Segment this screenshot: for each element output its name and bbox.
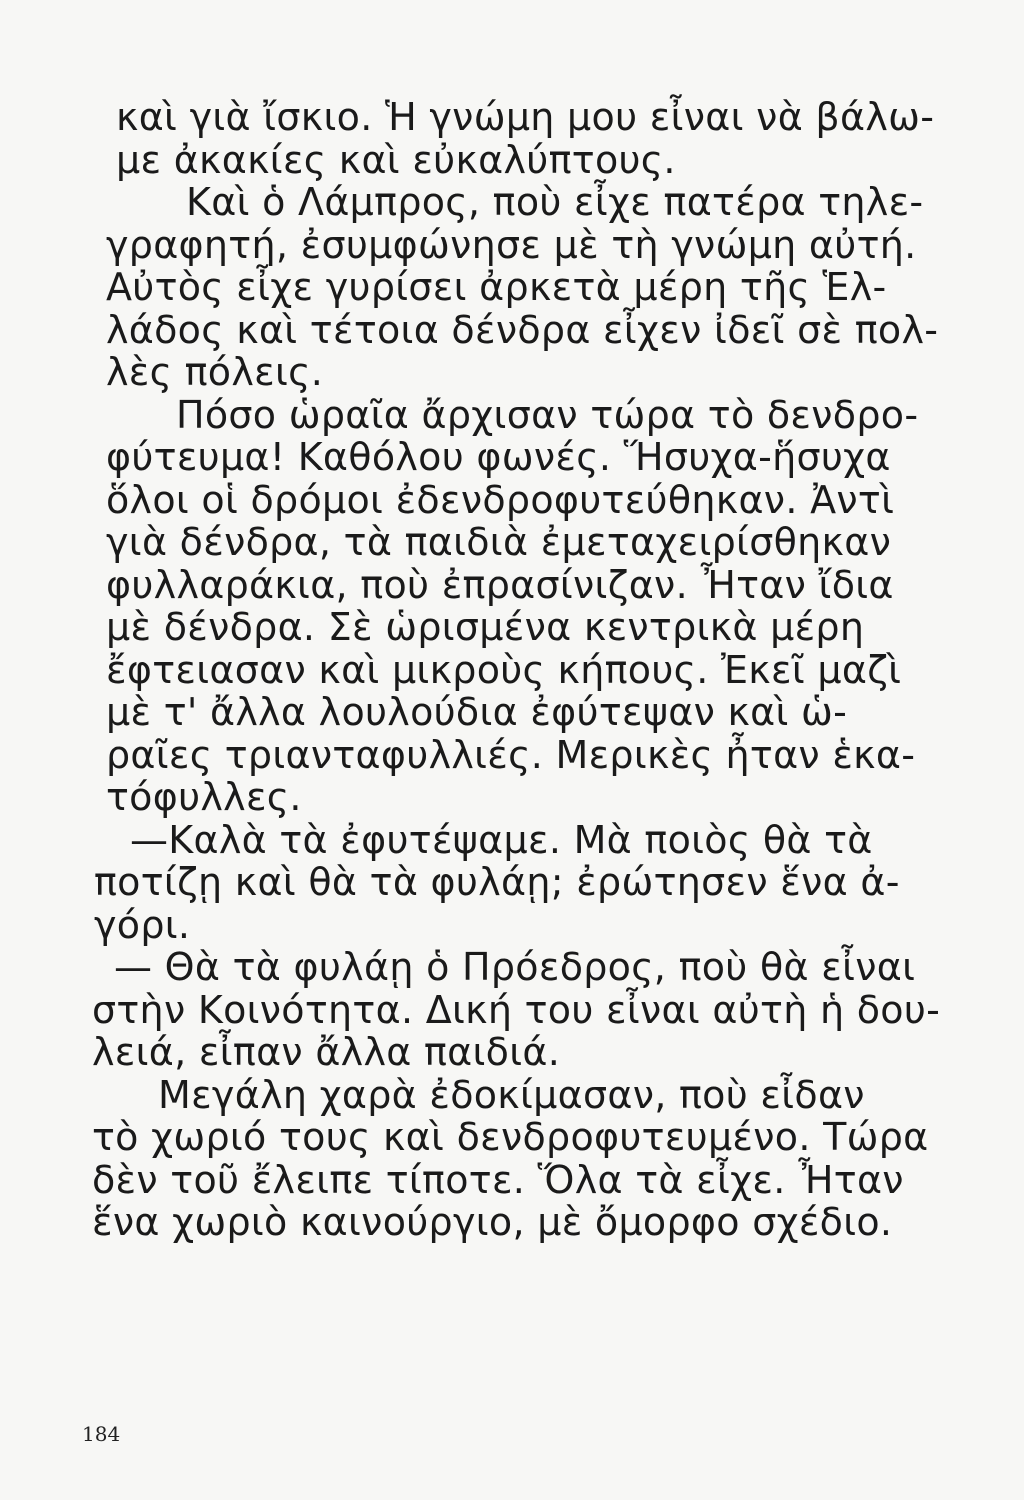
text-line-6: λάδος καὶ τέτοια δένδρα εἶχεν ἰδεῖ σὲ πολ- xyxy=(106,307,939,352)
page-number: 184 xyxy=(82,1422,121,1446)
text-line-14: ἔφτειασαν καὶ μικροὺς κήπους. Ἐκεῖ μαζὶ xyxy=(106,647,902,692)
text-line-3: Καὶ ὁ Λάμπρος, ποὺ εἶχε πατέρα τηλε- xyxy=(186,180,924,224)
text-line-19: ποτίζῃ καὶ θὰ τὰ φυλάῃ; ἐρώτησεν ἕνα ἀ- xyxy=(94,860,900,904)
text-line-12: φυλλαράκια, ποὺ ἐπρασίνιζαν. Ἦταν ἴδια xyxy=(106,562,894,607)
text-line-8: Πόσο ὡραῖα ἄρχισαν τώρα τὸ δενδρο- xyxy=(176,392,919,437)
text-line-16: ραῖες τριανταφυλλιές. Μερικὲς ἦταν ἑκα- xyxy=(106,732,916,777)
text-line-13: μὲ δένδρα. Σὲ ὡρισμένα κεντρικὰ μέρη xyxy=(106,605,865,649)
text-line-17: τόφυλλες. xyxy=(106,775,302,819)
text-line-22: στὴν Κοινότητα. Δική του εἶναι αὐτὴ ἡ δου- xyxy=(92,987,941,1032)
text-line-7: λὲς πόλεις. xyxy=(106,350,324,394)
text-line-18: —Καλὰ τὰ ἐφυτέψαμε. Μὰ ποιὸς θὰ τὰ xyxy=(130,817,873,862)
text-line-27: ἕνα χωριὸ καινούργιο, μὲ ὄμορφο σχέδιο. xyxy=(92,1200,893,1244)
text-line-2: με ἀκακίες καὶ εὐκαλύπτους. xyxy=(116,137,676,182)
text-line-5: Αὐτὸς εἶχε γυρίσει ἀρκετὰ μέρη τῆς Ἑλ- xyxy=(106,265,887,309)
text-line-11: γιὰ δένδρα, τὰ παιδιὰ ἐμεταχειρίσθηκαν xyxy=(106,520,892,564)
text-line-26: δὲν τοῦ ἔλειπε τίποτε. Ὅλα τὰ εἶχε. Ἦταν xyxy=(92,1157,904,1202)
text-line-10: ὅλοι οἱ δρόμοι ἐδενδροφυτεύθηκαν. Ἀντὶ xyxy=(106,477,895,522)
text-line-23: λειά, εἶπαν ἄλλα παιδιά. xyxy=(92,1030,561,1074)
text-line-4: γραφητή, ἐσυμφώνησε μὲ τὴ γνώμη αὐτή. xyxy=(106,222,917,267)
text-line-15: μὲ τ' ἄλλα λουλούδια ἐφύτεψαν καὶ ὡ- xyxy=(106,690,848,734)
text-line-21: — Θὰ τὰ φυλάῃ ὁ Πρόεδρος, ποὺ θὰ εἶναι xyxy=(114,945,916,989)
body-text xyxy=(92,96,952,1244)
text-line-25: τὸ χωριό τους καὶ δενδροφυτευμένο. Τώρα xyxy=(92,1115,929,1159)
text-line-9: φύτευμα! Καθόλου φωνές. Ἥσυχα-ἥσυχα xyxy=(106,435,891,479)
text-line-24: Μεγάλη χαρὰ ἐδοκίμασαν, ποὺ εἶδαν xyxy=(158,1072,865,1117)
text-line-20: γόρι. xyxy=(94,902,191,947)
text-line-1: καὶ γιὰ ἴσκιο. Ἡ γνώμη μου εἶναι νὰ βάλω- xyxy=(116,95,935,139)
